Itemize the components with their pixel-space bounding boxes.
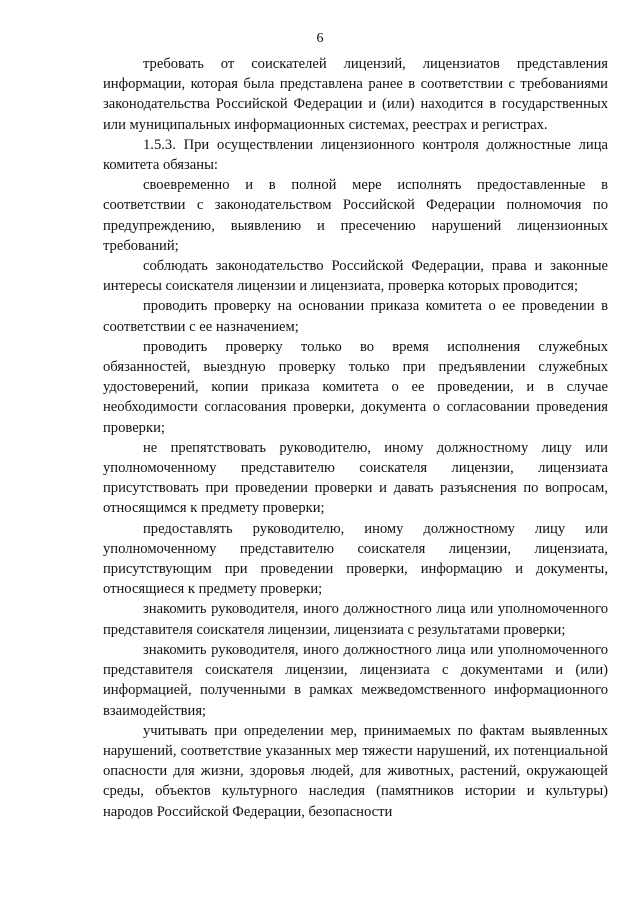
paragraph-1-5-3: 1.5.3. При осуществлении лицензионного контроля должностные лица комитета обязаны: [103,136,608,174]
paragraph-obligation-5: не препятствовать руководителю, иному должностному лицу или уполномоченному представителю соискателя лицензии, лицензиата присутствовать при проведении проверки и давать разъяснения по вопросам, относящимся к предмету проверки; [103,439,608,517]
paragraph-obligation-9: учитывать при определении мер, принимаемых по фактам выявленных нарушений, соответствие указанных мер тяжести нарушений, их потенциальной опасности для жизни, здоровья людей, для животных, растений, окружающей среды, объектов культурного наследия (памятников истории и культуры) народов Российской Федерации, безопасности [103,722,608,820]
paragraph-obligation-4: проводить проверку только во время исполнения служебных обязанностей, выездную проверку только при предъявлении служебных удостоверений, копии приказа комитета о ее проведении, и в случае необходимости согласования проверки, документа о согласовании проведения проверки; [103,338,608,436]
paragraph-obligation-2: соблюдать законодательство Российской Федерации, права и законные интересы соискателя лицензии и лицензиата, проверка которых проводится; [103,258,608,295]
paragraph-obligation-1: своевременно и в полной мере исполнять предоставленные в соответствии с законодательством Российской Федерации полномочия по предупреждению, выявлению и пресечению нарушений лицензионных требований; [103,177,608,254]
paragraph-obligation-8: знакомить руководителя, иного должностного лица или уполномоченного представителя соискателя лицензии, лицензиата с документами и (или) информацией, полученными в рамках межведомственного информационного взаимодействия; [103,641,608,719]
document-body [103,54,608,822]
paragraph-1: требовать от соискателей лицензий, лицензиатов представления информации, которая была представлена ранее в соответствии с требованиями законодательства Российской Федерации и (или) находится в государственных или муниципальных информационных системах, реестрах и регистрах. [103,56,608,133]
paragraph-obligation-3: проводить проверку на основании приказа комитета о ее проведении в соответствии с ее назначением; [103,298,608,335]
page-number: 6 [316,31,324,46]
paragraph-obligation-7: знакомить руководителя, иного должностного лица или уполномоченного представителя соискателя лицензии, лицензиата с результатами проверки; [103,601,608,638]
paragraph-obligation-6: предоставлять руководителю, иному должностному лицу или уполномоченному представителю соискателя лицензии, лицензиата, присутствующим при проведении проверки, информацию и документы, относящиеся к предмету проверки; [103,520,608,598]
